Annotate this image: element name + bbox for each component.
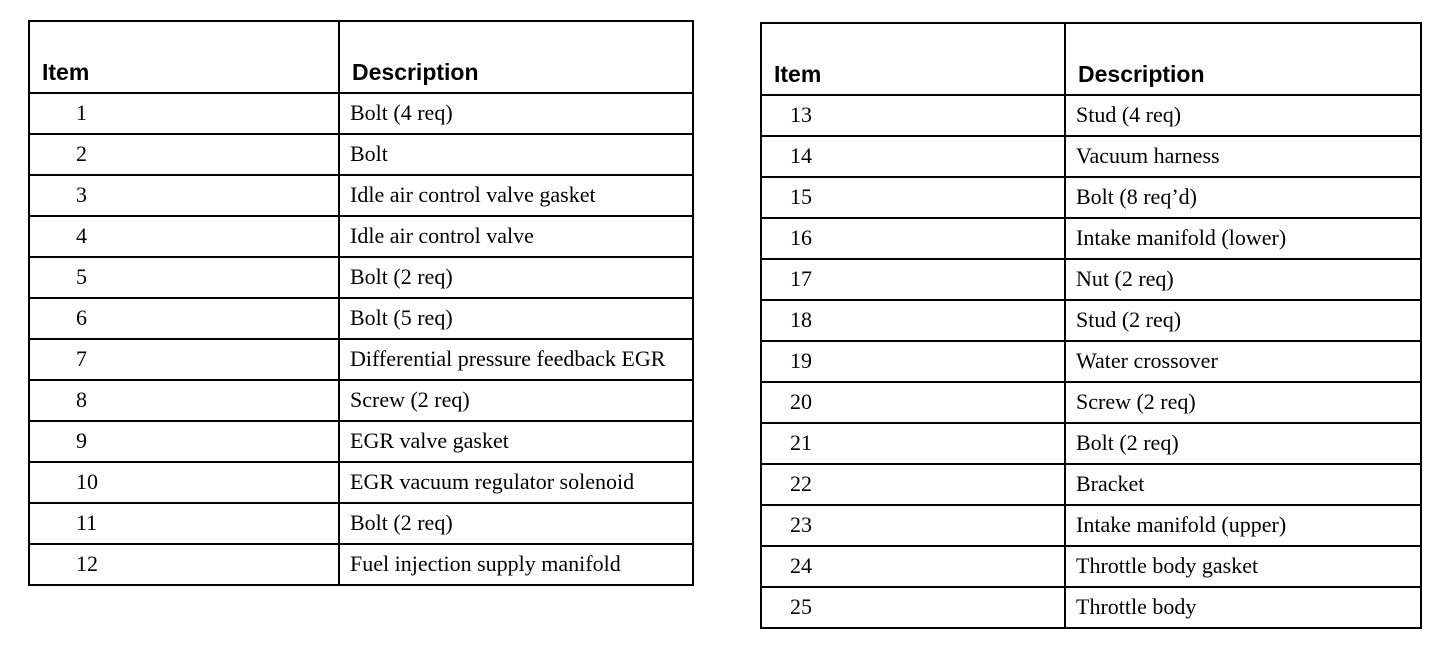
item-number-cell: 1 — [29, 93, 339, 134]
description-cell: Screw (2 req) — [339, 380, 693, 421]
item-number-cell: 13 — [761, 95, 1065, 136]
parts-table-left — [28, 20, 694, 586]
table-row — [761, 95, 1421, 136]
table-row — [29, 134, 693, 175]
item-number-cell: 11 — [29, 503, 339, 544]
description-cell: Bolt (2 req) — [339, 257, 693, 298]
description-cell: Bolt (4 req) — [339, 93, 693, 134]
table-row — [761, 136, 1421, 177]
table-row — [29, 175, 693, 216]
description-cell: Fuel injection supply manifold — [339, 544, 693, 585]
item-number-cell: 12 — [29, 544, 339, 585]
description-cell: Idle air control valve — [339, 216, 693, 257]
item-number-cell: 25 — [761, 587, 1065, 628]
table-body — [761, 95, 1421, 628]
description-cell: Intake manifold (upper) — [1065, 505, 1421, 546]
table-row — [761, 505, 1421, 546]
table-row — [29, 257, 693, 298]
table-row — [761, 546, 1421, 587]
item-number-cell: 18 — [761, 300, 1065, 341]
item-number-cell: 24 — [761, 546, 1065, 587]
description-cell: Screw (2 req) — [1065, 382, 1421, 423]
item-number-cell: 23 — [761, 505, 1065, 546]
item-number-cell: 19 — [761, 341, 1065, 382]
table-row — [29, 421, 693, 462]
item-number-cell: 10 — [29, 462, 339, 503]
table-row — [761, 464, 1421, 505]
description-cell: Water crossover — [1065, 341, 1421, 382]
description-cell: Throttle body — [1065, 587, 1421, 628]
description-cell: Bolt (8 req’d) — [1065, 177, 1421, 218]
item-number-cell: 15 — [761, 177, 1065, 218]
description-cell: Bolt — [339, 134, 693, 175]
item-number-cell: 7 — [29, 339, 339, 380]
description-cell: Throttle body gasket — [1065, 546, 1421, 587]
item-number-cell: 4 — [29, 216, 339, 257]
table-row — [761, 300, 1421, 341]
table-row — [761, 177, 1421, 218]
description-cell: Stud (4 req) — [1065, 95, 1421, 136]
item-number-cell: 8 — [29, 380, 339, 421]
table-row — [761, 587, 1421, 628]
item-number-cell: 6 — [29, 298, 339, 339]
item-number-cell: 2 — [29, 134, 339, 175]
item-number-cell: 20 — [761, 382, 1065, 423]
table-row — [761, 259, 1421, 300]
table-header-row — [761, 23, 1421, 95]
description-cell: Intake manifold (lower) — [1065, 218, 1421, 259]
description-cell: Bracket — [1065, 464, 1421, 505]
column-header-item: Item — [29, 21, 339, 93]
description-cell: Nut (2 req) — [1065, 259, 1421, 300]
description-cell: EGR valve gasket — [339, 421, 693, 462]
description-cell: Bolt (5 req) — [339, 298, 693, 339]
table-row — [29, 503, 693, 544]
table-row — [761, 382, 1421, 423]
item-number-cell: 17 — [761, 259, 1065, 300]
item-number-cell: 16 — [761, 218, 1065, 259]
item-number-cell: 5 — [29, 257, 339, 298]
description-cell: Vacuum harness — [1065, 136, 1421, 177]
table-body — [29, 93, 693, 585]
item-number-cell: 14 — [761, 136, 1065, 177]
table-row — [761, 423, 1421, 464]
table-row — [29, 298, 693, 339]
table-row — [29, 462, 693, 503]
table-row — [29, 380, 693, 421]
item-number-cell: 22 — [761, 464, 1065, 505]
table-header-row — [29, 21, 693, 93]
column-header-description: Description — [1065, 23, 1421, 95]
table-row — [29, 544, 693, 585]
table-row — [761, 341, 1421, 382]
table-row — [29, 216, 693, 257]
table-row — [29, 339, 693, 380]
item-number-cell: 3 — [29, 175, 339, 216]
column-header-description: Description — [339, 21, 693, 93]
item-number-cell: 21 — [761, 423, 1065, 464]
parts-table-right — [760, 22, 1422, 629]
table-row — [29, 93, 693, 134]
description-cell: EGR vacuum regulator solenoid — [339, 462, 693, 503]
description-cell: Stud (2 req) — [1065, 300, 1421, 341]
description-cell: Idle air control valve gasket — [339, 175, 693, 216]
item-number-cell: 9 — [29, 421, 339, 462]
description-cell: Bolt (2 req) — [339, 503, 693, 544]
description-cell: Bolt (2 req) — [1065, 423, 1421, 464]
column-header-item: Item — [761, 23, 1065, 95]
table-row — [761, 218, 1421, 259]
description-cell: Differential pressure feedback EGR — [339, 339, 693, 380]
